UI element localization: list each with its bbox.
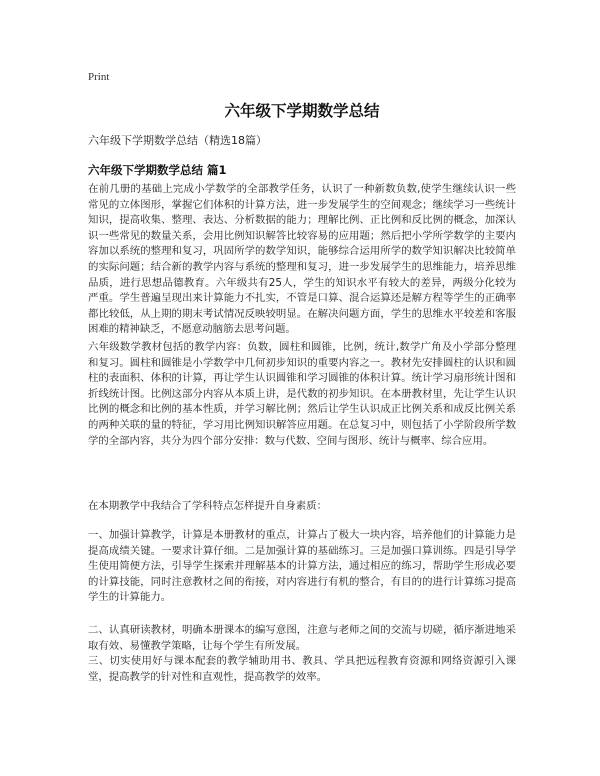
paragraph-4: 一、加强计算教学，计算是本册教材的重点，计算占了极大一块内容，培养他们的计算能力是提高成绩关键。一要求计算仔细。二是加强计算的基础练习。三是加强口算训练。四是引导学生使用简便方法，引导学生探索并理解基本的计算方法，通过相应的练习，帮助学生形成必要的计算技能，同时注意教材之间的衔接，对内容进行有机的整合，有目的的进行计算练习提高学生的计算能力。 <box>88 529 516 604</box>
paragraph-6: 三、切实使用好与课本配套的教学辅助用书、教具、学具把远程教育资源和网络资源引入课堂，提高教学的针对性和直观性，提高教学的效率。 <box>88 655 516 683</box>
print-link[interactable]: Print <box>88 71 110 83</box>
paragraph-5: 二、认真研读教材，明确本册课本的编写意图，注意与老师之间的交流与切磋，循序渐进地采取有效、易懂教学策略，让每个学生有所发展。 <box>88 624 516 652</box>
paragraph-3: 在本期教学中我结合了学科特点怎样提升自身素质： <box>88 500 327 512</box>
paragraph-2: 六年级数学教材包括的教学内容：负数，圆柱和圆锥，比例，统计,数学广角及小学部分整理和复习。圆柱和圆锥是小学数学中几何初步知识的重要内容之一。教材先安排圆柱的认识和圆柱的表面积、体积的计算，再让学生认识圆锥和学习圆锥的体积计算。统计学习扇形统计图和折线统计图。比例这部分内容从本质上讲，是代数的初步知识。在本册教材里，先让学生认识比例的概念和比例的基本性质，并学习解比例；然后让学生认识成正比例关系和成反比例关系的两种关联的量的特征，学习用比例知识解答应用题。在总复习中，则包括了小学阶段所学数学的全部内容，共分为四个部分安排：数与代数、空间与图形、统计与概率、综合应用。 <box>88 341 516 447</box>
section-heading: 六年级下学期数学总结 篇1 <box>88 163 227 177</box>
document-subtitle: 六年级下学期数学总结（精选18篇） <box>88 134 267 147</box>
paragraph-1: 在前几册的基础上完成小学数学的全部教学任务，认识了一种新数负数,使学生继续认识一些常见的立体图形，掌握它们体积的计算方法，进一步发展学生的空间观念；继续学习一些统计知识，提高收集、整理、表达、分析数据的能力；理解比例、正比例和反比例的概念，加深认识一些常见的数量关系，会用比例知识解答比较容易的应用题；然后把小学所学数学的主要内容加以系统的整理和复习，巩固所学的数学知识，能够综合运用所学的数学知识解决比较简单的实际问题；结合新的教学内容与系统的整理和复习，进一步发展学生的思维能力，培养思维品质，进行思想品德教育。六年级共有25人，学生的知识水平有较大的差异，两级分化较为严重。学生普遍呈现出来计算能力不扎实，不管是口算、混合运算还是解方程等学生的正确率都比较低，从上期的期末考试情况反映较明显。在解决问题方面，学生的思维水平较差和客服困难的精神缺乏，不愿意动脑筋去思考问题。 <box>88 183 516 336</box>
page-title: 六年级下学期数学总结 <box>224 102 380 120</box>
